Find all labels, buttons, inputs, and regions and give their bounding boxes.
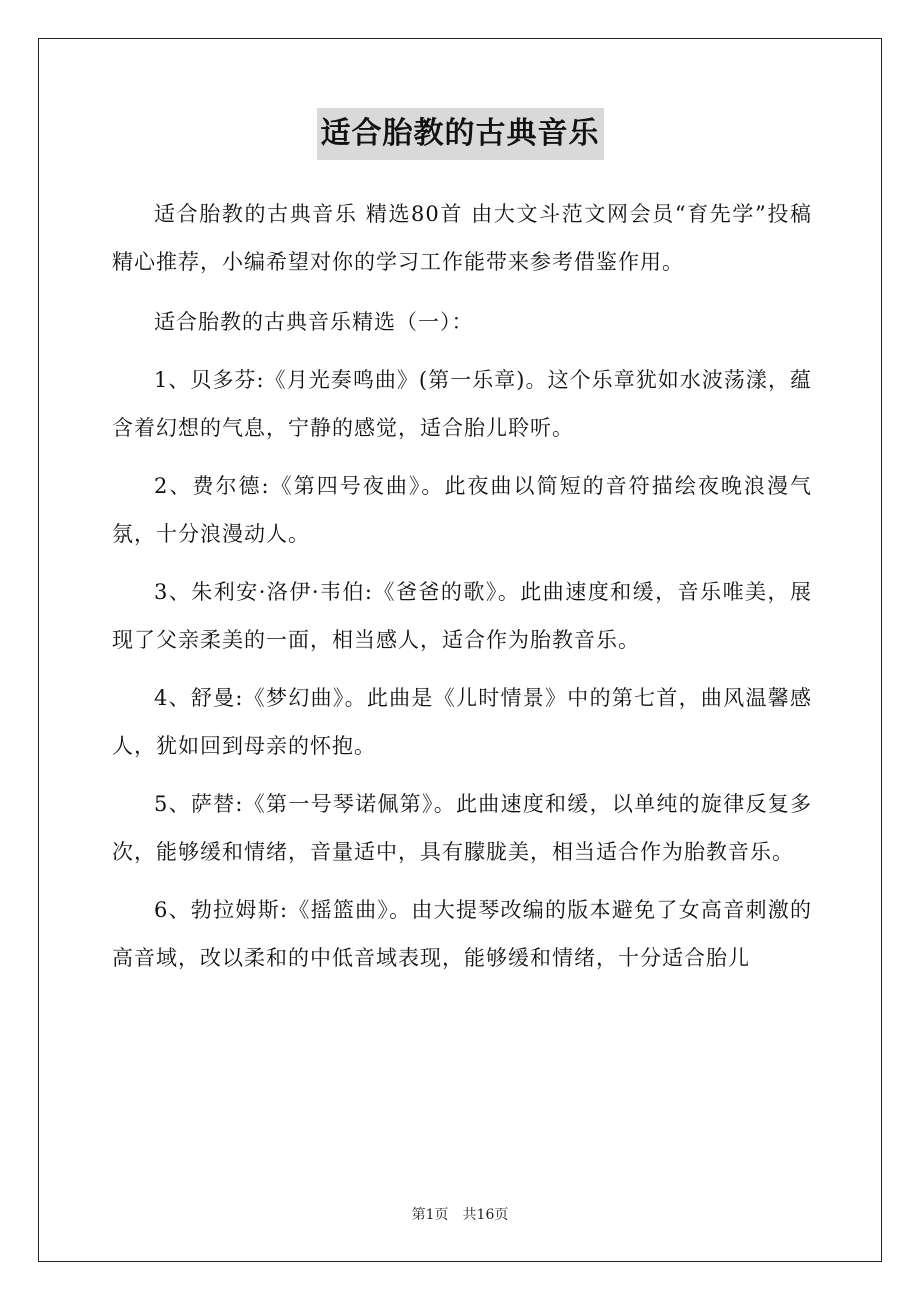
document-body [112,190,812,982]
list-item-1: 1、贝多芬:《月光奏鸣曲》(第一乐章)。这个乐章犹如水波荡漾，蕴含着幻想的气息，宁静的感觉，适合胎儿聆听。 [112,368,812,440]
section-heading: 适合胎教的古典音乐精选（一）： [154,310,474,334]
list-item-6: 6、勃拉姆斯:《摇篮曲》。由大提琴改编的版本避免了女高音刺激的高音域，改以柔和的中低音域表现，能够缓和情绪，十分适合胎儿 [112,898,812,970]
title-container [0,108,920,160]
list-item-2: 2、费尔德:《第四号夜曲》。此夜曲以简短的音符描绘夜晚浪漫气氛，十分浪漫动人。 [112,474,812,546]
document-title: 适合胎教的古典音乐 [317,108,604,160]
intro-paragraph: 适合胎教的古典音乐 精选80首 由大文斗范文网会员“育先学”投稿精心推荐，小编希望对你的学习工作能带来参考借鉴作用。 [112,202,812,274]
list-item-5: 5、萨替:《第一号琴诺佩第》。此曲速度和缓，以单纯的旋律反复多次，能够缓和情绪，音量适中，具有朦胧美，相当适合作为胎教音乐。 [112,792,812,864]
list-item-3: 3、朱利安·洛伊·韦伯:《爸爸的歌》。此曲速度和缓，音乐唯美，展现了父亲柔美的一面，相当感人，适合作为胎教音乐。 [112,580,812,652]
page-footer: 第1页 共16页 [411,1207,509,1223]
list-item-4: 4、舒曼:《梦幻曲》。此曲是《儿时情景》中的第七首，曲风温馨感人，犹如回到母亲的怀抱。 [112,686,812,758]
